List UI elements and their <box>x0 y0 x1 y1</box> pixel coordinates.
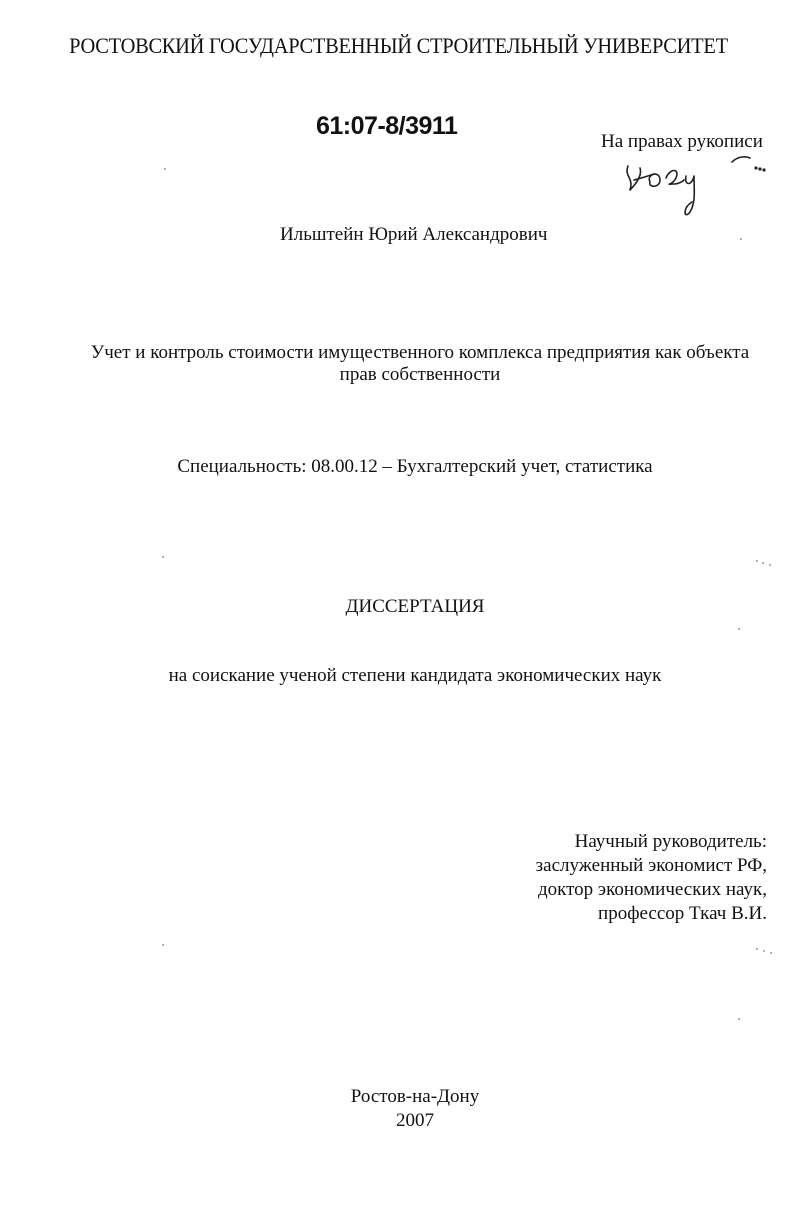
scan-speck <box>756 560 758 562</box>
scan-speck <box>762 562 764 564</box>
university-name: РОСТОВСКИЙ ГОСУДАРСТВЕННЫЙ СТРОИТЕЛЬНЫЙ УНИВЕРСИТЕТ <box>69 33 728 58</box>
degree-statement: на соискание ученой степени кандидата экономических наук <box>168 665 662 686</box>
dissertation-title <box>60 342 780 386</box>
scan-speck <box>763 950 765 952</box>
title-line-1: Учет и контроль стоимости имущественного комплекса предприятия как объекта <box>90 342 750 363</box>
supervisor-line-2: заслуженный экономист РФ, <box>535 855 767 876</box>
document-type: ДИССЕРТАЦИЯ <box>345 596 485 617</box>
scan-speck <box>756 948 758 950</box>
supervisor-line-3: доктор экономических наук, <box>537 879 767 900</box>
scan-speck <box>162 556 164 558</box>
catalog-code: 61:07-8/3911 <box>316 112 458 140</box>
scan-speck <box>738 628 740 630</box>
specialty: Специальность: 08.00.12 – Бухгалтерский учет, статистика <box>177 456 653 477</box>
scan-speck <box>164 168 166 170</box>
scan-speck <box>769 564 771 566</box>
scan-speck <box>738 1018 740 1020</box>
rights-note: На правах рукописи <box>601 131 763 152</box>
signature-icon <box>620 154 770 224</box>
scan-speck <box>770 952 772 954</box>
supervisor-block <box>536 830 767 926</box>
city: Ростов-на-Дону <box>350 1086 480 1107</box>
place-and-year <box>0 1085 797 1133</box>
scan-speck <box>162 944 164 946</box>
year: 2007 <box>396 1110 434 1131</box>
author-name: Ильштейн Юрий Александрович <box>280 224 548 245</box>
title-line-2: прав собственности <box>339 364 501 385</box>
supervisor-line-1: Научный руководитель: <box>574 831 767 852</box>
supervisor-line-4: профессор Ткач В.И. <box>598 903 767 924</box>
scan-speck <box>740 238 742 240</box>
